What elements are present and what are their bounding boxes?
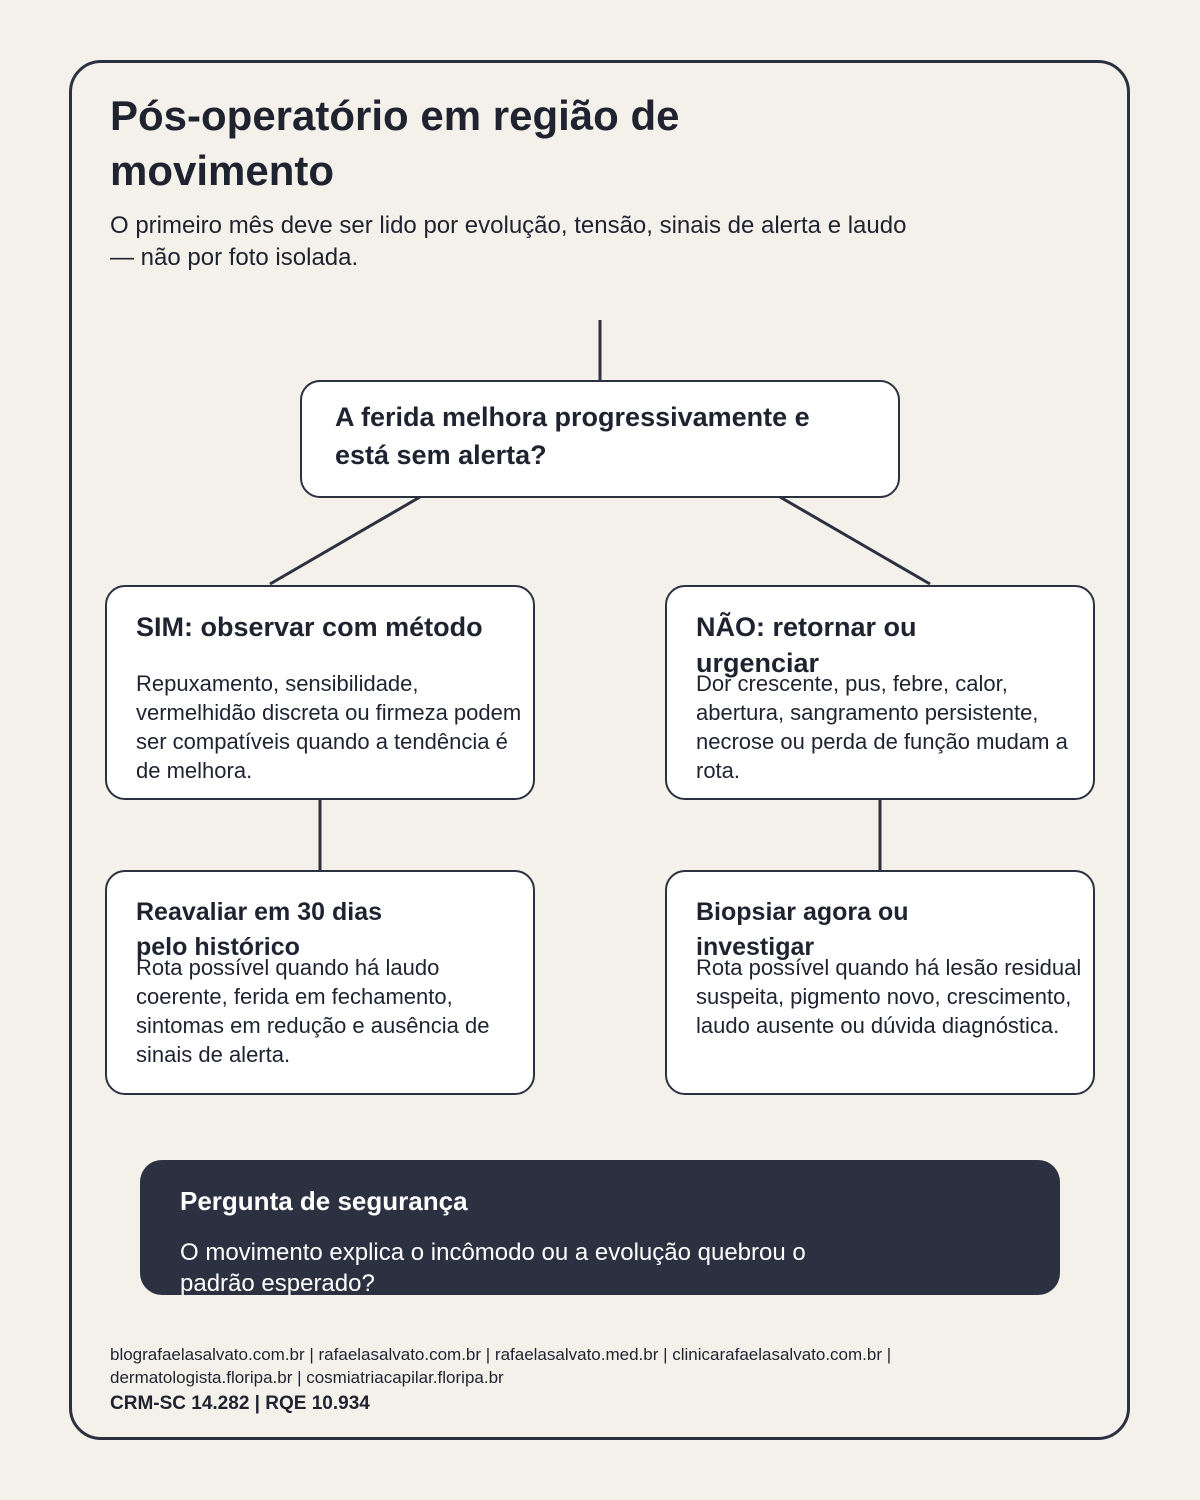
yes-branch-body: Repuxamento, sensibilidade, vermelhidão discreta ou firmeza podem ser compatíveis quando a tendência é de melhora. (136, 671, 522, 783)
no-branch-title: NÃO: retornar ou urgenciar (696, 612, 917, 678)
question-node (300, 380, 900, 498)
yes-outcome-node (105, 870, 535, 1095)
no-outcome-node (665, 870, 1095, 1095)
no-branch-body: Dor crescente, pus, febre, calor, abertura, sangramento persistente, necrose ou perda de função mudam a rota. (696, 671, 1068, 783)
connector-question-to-no (780, 497, 930, 584)
no-outcome-title: Biopsiar agora ou investigar (696, 898, 909, 961)
safety-question-panel (140, 1160, 1060, 1295)
yes-branch-node (105, 585, 535, 800)
footer-links: blografaelasalvato.com.br | rafaelasalvato.com.br | rafaelasalvato.med.br | clinicarafaelasalvato.com.br | dermatologista.floripa.br | cosmiatriacapilar.floripa.br (110, 1345, 892, 1387)
page-title: Pós-operatório em região de movimento (110, 92, 680, 194)
footer-credentials: CRM-SC 14.282 | RQE 10.934 (110, 1393, 370, 1414)
safety-title: Pergunta de segurança (180, 1186, 468, 1216)
page-subtitle: O primeiro mês deve ser lido por evolução, tensão, sinais de alerta e laudo — não por foto isolada. (110, 212, 907, 271)
safety-text: O movimento explica o incômodo ou a evolução quebrou o padrão esperado? (180, 1239, 806, 1295)
connector-question-to-yes (270, 497, 420, 584)
yes-outcome-body: Rota possível quando há laudo coerente, ferida em fechamento, sintomas em redução e ausência de sinais de alerta. (136, 955, 490, 1067)
no-outcome-body: Rota possível quando há lesão residual suspeita, pigmento novo, crescimento, laudo ausente ou dúvida diagnóstica. (696, 955, 1082, 1038)
yes-branch-title: SIM: observar com método (136, 612, 483, 642)
question-text: A ferida melhora progressivamente e está sem alerta? (335, 402, 810, 470)
no-branch-node (665, 585, 1095, 800)
yes-outcome-title: Reavaliar em 30 dias pelo histórico (136, 898, 382, 961)
